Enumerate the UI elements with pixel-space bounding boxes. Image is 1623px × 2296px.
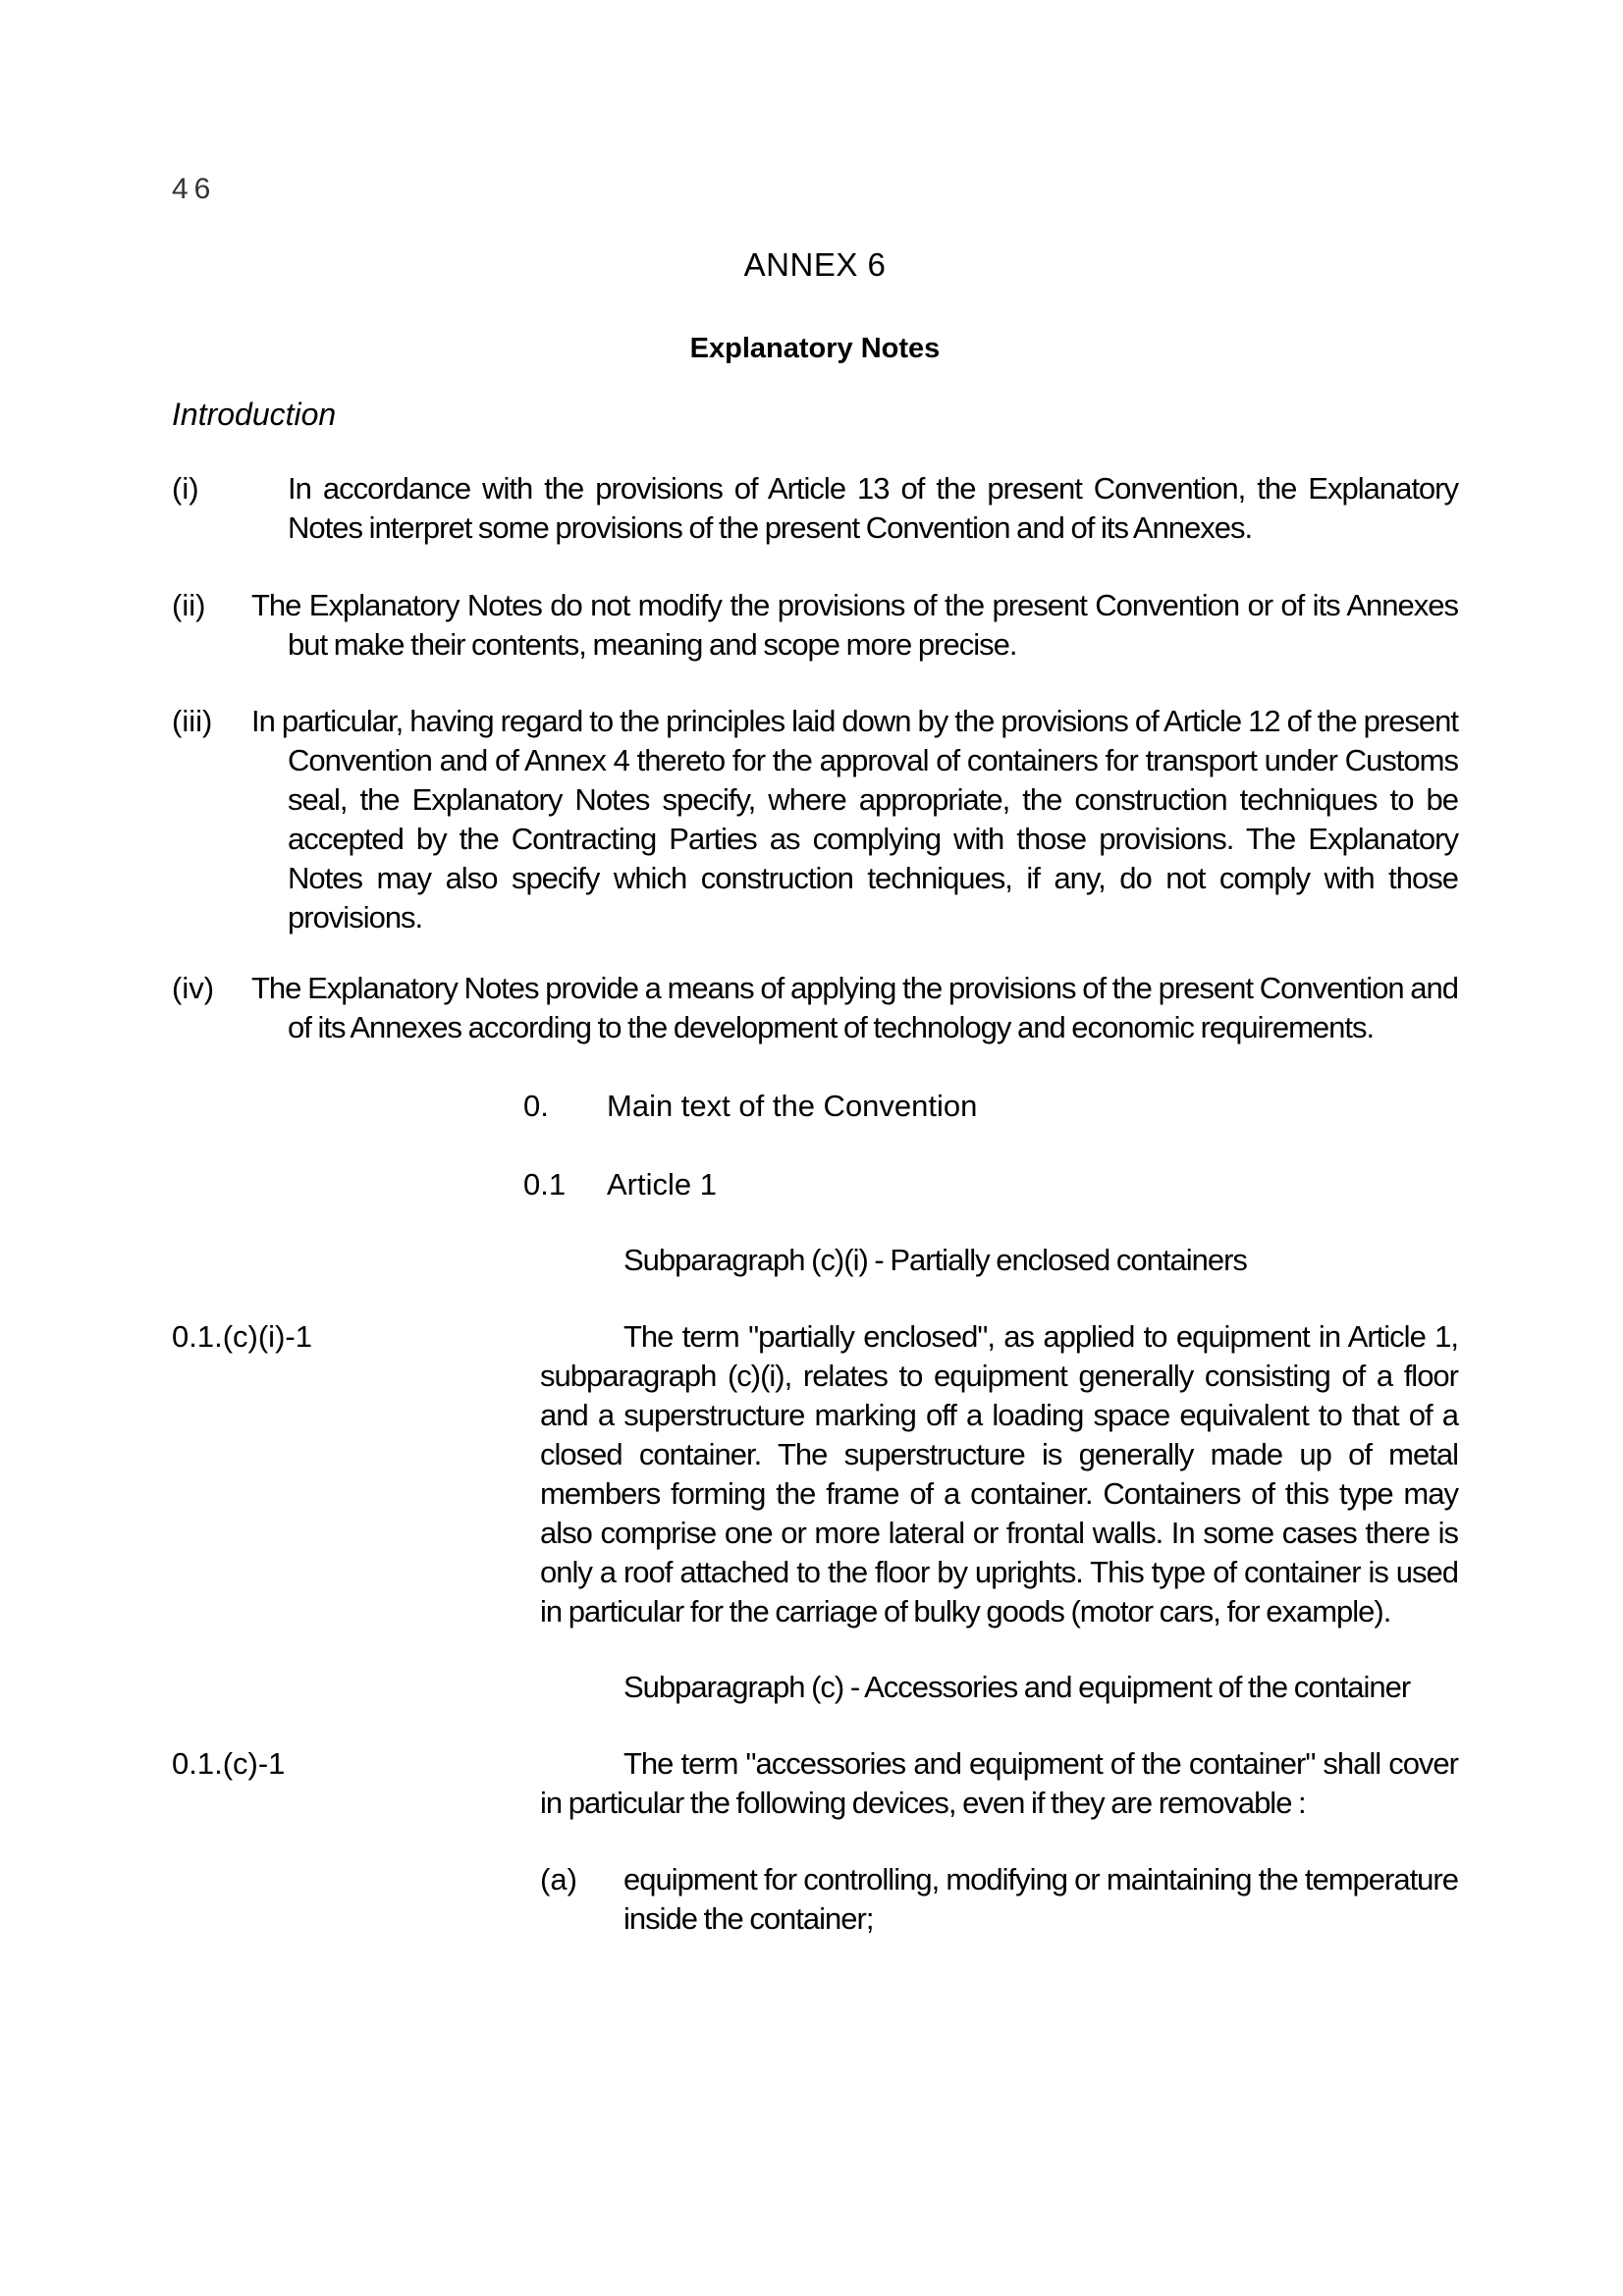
intro-paragraph-iii <box>172 702 1458 937</box>
subparagraph-heading-ci: Subparagraph (c)(i) - Partially enclosed containers <box>623 1243 1247 1277</box>
outline-number: 0.1 <box>523 1167 567 1201</box>
paragraph-marker: (ii) <box>172 588 206 622</box>
annex-title: ANNEX 6 <box>743 246 887 283</box>
note-0-1-ci-1 <box>172 1317 1458 1631</box>
outline-label: Article 1 <box>607 1167 717 1201</box>
paragraph-text: In particular, having regard to the principles laid down by the provisions of Article 12 of the present Convention and of Annex 4 thereto for the approval of containers for transport under Customs seal, the Explanatory Notes specify, where appropriate, the construction techniques to be accepted by the Contracting Parties as complying with those provisions. The Explanatory Notes may also specify which construction techniques, if any, do not comply with those provisions. <box>251 704 1458 934</box>
paragraph-text: The Explanatory Notes do not modify the provisions of the present Convention or of its Annexes but make their contents, meaning and scope more precise. <box>251 588 1458 662</box>
paragraph-text: In accordance with the provisions of Article 13 of the present Convention, the Explanatory Notes interpret some provisions of the present Convention and of its Annexes. <box>288 471 1458 545</box>
intro-paragraph-i <box>172 469 1458 548</box>
outline-label: Main text of the Convention <box>607 1089 978 1123</box>
outline-number: 0. <box>523 1089 549 1123</box>
list-item-a <box>540 1860 1458 1939</box>
page-number: 46 <box>172 173 217 205</box>
note-reference: 0.1.(c)(i)-1 <box>172 1319 312 1354</box>
note-text: The term "partially enclosed", as applied to equipment in Article 1, subparagraph (c)(i), relates to equipment generally consisting of a floor and a superstructure marking off a loading space equivalent to that of a closed container. The superstructure is generally made up of metal members forming the frame of a container. Containers of this type may also comprise one or more lateral or frontal walls. In some cases there is only a roof attached to the floor by uprights. This type of container is used in particular for the carriage of bulky goods (motor cars, for example). <box>540 1319 1458 1629</box>
outline-item-0-1 <box>523 1165 1458 1204</box>
list-item-text: equipment for controlling, modifying or maintaining the temperature inside the container; <box>623 1862 1458 1936</box>
subparagraph-heading-c: Subparagraph (c) - Accessories and equipment of the container <box>623 1670 1411 1704</box>
paragraph-marker: (i) <box>172 471 199 506</box>
intro-paragraph-iv <box>172 969 1458 1047</box>
paragraph-marker: (iv) <box>172 971 215 1005</box>
note-text: The term "accessories and equipment of the container" shall cover in particular the following devices, even if they are removable : <box>540 1746 1458 1820</box>
list-item-marker: (a) <box>540 1862 577 1896</box>
note-reference: 0.1.(c)-1 <box>172 1746 286 1781</box>
paragraph-text: The Explanatory Notes provide a means of applying the provisions of the present Convention and of its Annexes according to the development of technology and economic requirements. <box>251 971 1458 1044</box>
intro-paragraph-ii <box>172 586 1458 665</box>
note-0-1-c-1 <box>172 1744 1458 1823</box>
outline-item-0 <box>523 1087 1458 1126</box>
paragraph-marker: (iii) <box>172 704 213 738</box>
doc-subtitle: Explanatory Notes <box>689 333 941 364</box>
introduction-heading: Introduction <box>172 397 337 432</box>
